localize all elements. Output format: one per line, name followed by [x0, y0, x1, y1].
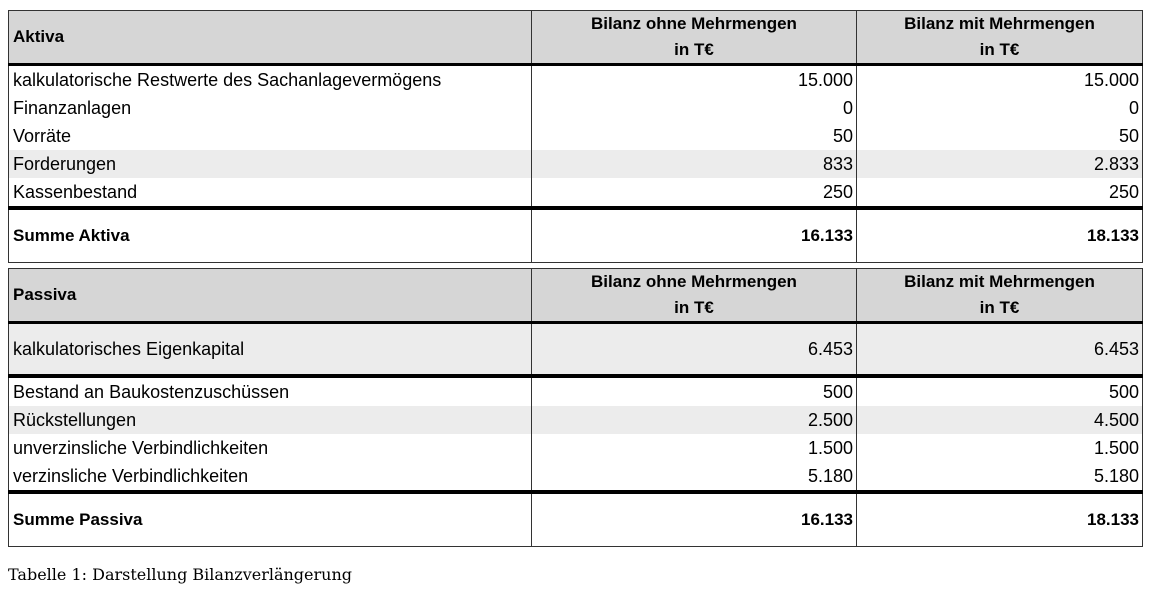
sum-label: Summe Passiva [9, 492, 532, 547]
row-value-ohne: 0 [532, 94, 857, 122]
passiva-header-mit [857, 269, 1143, 323]
table-row [9, 434, 1143, 462]
passiva-table [8, 268, 1143, 547]
table-row [9, 150, 1143, 178]
table-row [9, 94, 1143, 122]
row-value-ohne: 15.000 [532, 65, 857, 95]
row-label: Forderungen [9, 150, 532, 178]
passiva-header-ohne [532, 269, 857, 323]
row-value-ohne: 50 [532, 122, 857, 150]
table-row [9, 323, 1143, 377]
sum-value-ohne: 16.133 [532, 492, 857, 547]
aktiva-header-mit-line2: in T€ [979, 40, 1020, 59]
row-value-ohne: 250 [532, 178, 857, 208]
row-label: Finanzanlagen [9, 94, 532, 122]
aktiva-header-ohne [532, 11, 857, 65]
table-caption: Tabelle 1: Darstellung Bilanzverlängerung [8, 565, 353, 584]
sum-value-ohne: 16.133 [532, 208, 857, 263]
row-label: Kassenbestand [9, 178, 532, 208]
passiva-sum-row [9, 492, 1143, 547]
row-value-mit: 2.833 [857, 150, 1143, 178]
table-row [9, 65, 1143, 95]
row-value-mit: 50 [857, 122, 1143, 150]
aktiva-header-mit [857, 11, 1143, 65]
aktiva-header-ohne-line2: in T€ [674, 40, 714, 59]
row-value-mit: 6.453 [857, 323, 1143, 377]
sum-value-mit: 18.133 [857, 492, 1143, 547]
table-row [9, 376, 1143, 406]
table-row [9, 122, 1143, 150]
row-label: Vorräte [9, 122, 532, 150]
row-value-mit: 5.180 [857, 462, 1143, 492]
sum-label: Summe Aktiva [9, 208, 532, 263]
passiva-header-ohne-line2: in T€ [674, 298, 714, 317]
aktiva-header-label: Aktiva [9, 11, 532, 65]
passiva-header-row [9, 269, 1143, 323]
row-value-ohne: 500 [532, 376, 857, 406]
sum-value-mit: 18.133 [857, 208, 1143, 263]
row-label: Bestand an Baukostenzuschüssen [9, 376, 532, 406]
row-value-mit: 4.500 [857, 406, 1143, 434]
row-value-mit: 250 [857, 178, 1143, 208]
row-value-ohne: 5.180 [532, 462, 857, 492]
aktiva-table [8, 10, 1143, 263]
passiva-header-label: Passiva [9, 269, 532, 323]
row-value-mit: 15.000 [857, 65, 1143, 95]
row-value-mit: 500 [857, 376, 1143, 406]
row-value-ohne: 6.453 [532, 323, 857, 377]
row-label: unverzinsliche Verbindlichkeiten [9, 434, 532, 462]
row-label: verzinsliche Verbindlichkeiten [9, 462, 532, 492]
row-label: Rückstellungen [9, 406, 532, 434]
row-value-ohne: 1.500 [532, 434, 857, 462]
row-value-ohne: 833 [532, 150, 857, 178]
aktiva-header-ohne-line1: Bilanz ohne Mehrmengen [591, 14, 797, 33]
row-label: kalkulatorisches Eigenkapital [9, 323, 532, 377]
row-value-mit: 1.500 [857, 434, 1143, 462]
row-label: kalkulatorische Restwerte des Sachanlagevermögens [9, 65, 532, 95]
table-row [9, 406, 1143, 434]
passiva-header-ohne-line1: Bilanz ohne Mehrmengen [591, 272, 797, 291]
aktiva-header-mit-line1: Bilanz mit Mehrmengen [904, 14, 1095, 33]
aktiva-sum-row [9, 208, 1143, 263]
table-row [9, 462, 1143, 492]
row-value-ohne: 2.500 [532, 406, 857, 434]
aktiva-header-row [9, 11, 1143, 65]
row-value-mit: 0 [857, 94, 1143, 122]
passiva-header-mit-line2: in T€ [979, 298, 1020, 317]
table-row [9, 178, 1143, 208]
passiva-header-mit-line1: Bilanz mit Mehrmengen [904, 272, 1095, 291]
